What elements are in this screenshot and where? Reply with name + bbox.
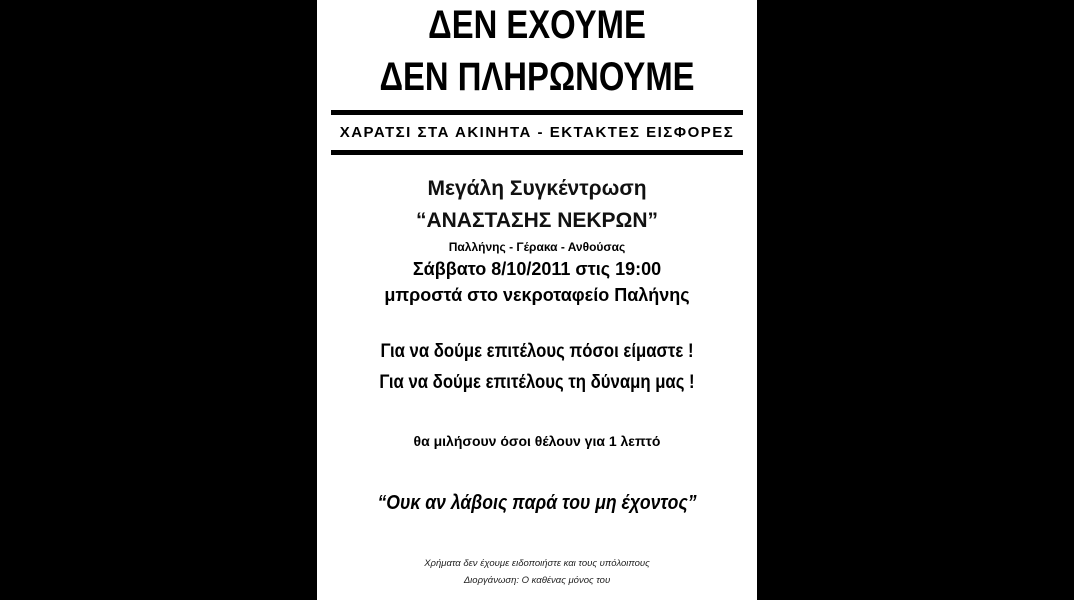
top-divider-rule — [331, 110, 743, 115]
slogan-line-1: Για να δούμε επιτέλους πόσοι είμαστε ! — [380, 341, 694, 362]
speakers-note: θα μιλήσουν όσοι θέλουν για 1 λεπτό — [413, 433, 661, 449]
protest-poster — [317, 0, 757, 600]
event-location: μπροστά στο νεκροταφείο Παλήνης — [384, 285, 690, 305]
event-name: “ΑΝΑΣΤΑΣΗΣ ΝΕΚΡΩΝ” — [415, 209, 659, 232]
ancient-quote: “Ουκ αν λάβοις παρά του μη έχοντος” — [377, 492, 697, 514]
subheading: ΧΑΡΑΤΣΙ ΣΤΑ ΑΚΙΝΗΤΑ - ΕΚΤΑΚΤΕΣ ΕΙΣΦΟΡΕΣ — [339, 124, 735, 141]
footer-note-2: Διοργάνωση: Ο καθένας μόνος του — [463, 575, 611, 586]
footer-note-1: Χρήματα δεν έχουμε ειδοποιήστε και τους υπόλοιπους — [424, 558, 650, 569]
event-title: Μεγάλη Συγκέντρωση — [427, 177, 647, 200]
headline-line-1: ΔΕΝ ΕΧΟΥΜΕ — [428, 3, 646, 47]
event-areas: Παλλήνης - Γέρακα - Ανθούσας — [448, 240, 626, 254]
bottom-divider-rule — [331, 150, 743, 155]
slogan-line-2: Για να δούμε επιτέλους τη δύναμη μας ! — [379, 372, 695, 393]
headline-line-2: ΔΕΝ ΠΛΗΡΩΝΟΥΜΕ — [379, 55, 695, 99]
event-date-time: Σάββατο 8/10/2011 στις 19:00 — [412, 259, 662, 279]
